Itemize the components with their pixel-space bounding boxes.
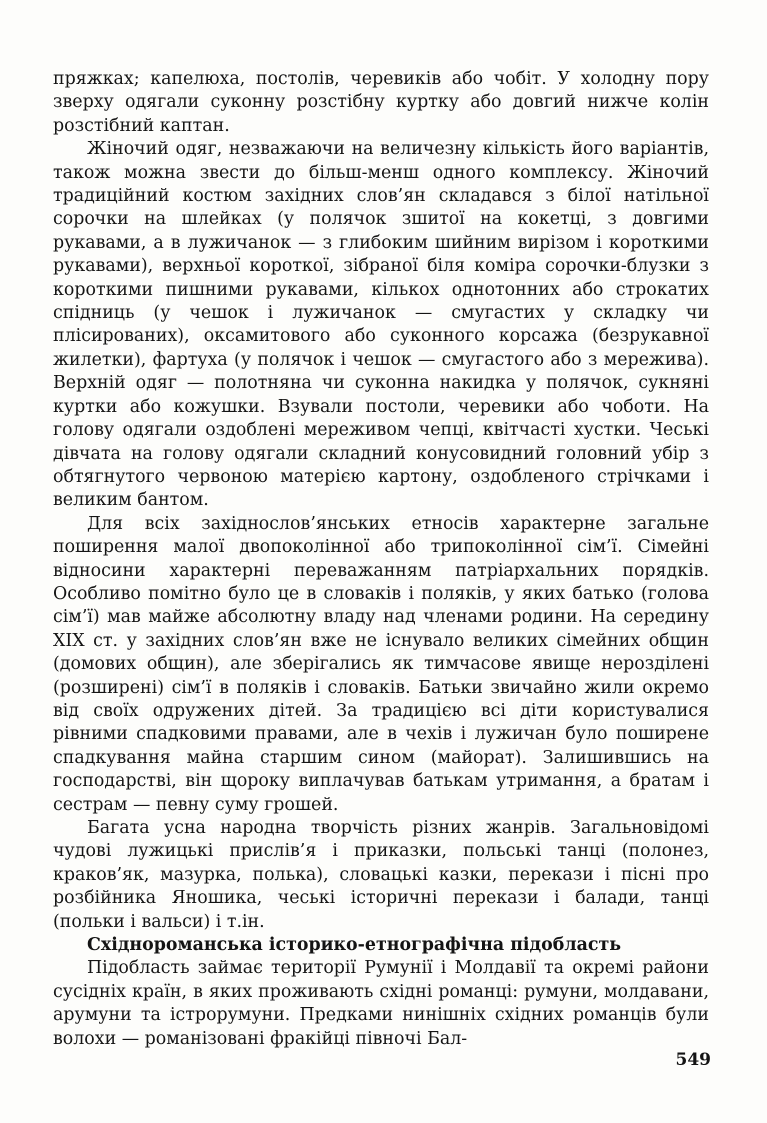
paragraph-east-romance: Підобласть займає території Румунії і Молдавії та окремі райони сусідніх країн, в яких проживають східні романці: румуни, молдавани, арумуни та істрорумуни. Предками нинішніх східних романців були волохи — романізовані фракійці півночі Бал- [53, 958, 709, 1049]
paragraph-family: Для всіх західнослов’янських етносів характерне загальне поширення малої двопоколінної або трипоколінної сім’ї. Сімейні відносини характерні переважанням патріархальних порядків. Особливо помітно було це в словаків і поляків, у яких батько (голова сім’ї) мав майже абсолютну владу над членами родини. На середину XIX ст. у західних слов’ян вже не існувало великих сімейних общин (домових общин), але зберігались як тимчасове явище нерозділені (розширені) сім’ї в поляків і словаків. Батьки звичайно жили окремо від своїх одружених дітей. За традицією всі діти користувалися рівними спадковими правами, але в чехів і лужичан було поширене спадкування майна старшим сином (майорат). Залишившись на господарстві, він щороку виплачував батькам утримання, а братам і сестрам — певну суму грошей. [53, 513, 709, 815]
page-body [53, 68, 709, 1051]
section-heading: Східнороманська історико-етнографічна підобласть [87, 935, 622, 956]
page-number: 549 [675, 1050, 711, 1070]
paragraph-womens-clothing: Жіночий одяг, незважаючи на величезну кількість його варіантів, також можна звести до більш-менш одного комплексу. Жіночий традиційний костюм західних слов’ян складався з білої натільної сорочки на шлейках (у полячок зшитої на кокетці, з довгими рукавами, а в лужичанок — з глибоким шийним вирізом і короткими рукавами), верхньої короткої, зібраної біля коміра сорочки-блузки з короткими пишними рукавами, кількох однотонних або строкатих спідниць (у чешок і лужичанок — смугастих у складку чи плісированих), оксамитового або суконного корсажа (безрукавної жилетки), фартуха (у полячок і чешок — смугастого або з мережива). Верхній одяг — полотняна чи суконна накидка у полячок, сукняні куртки або кожушки. Взували постоли, черевики або чоботи. На голову одягали оздоблені мереживом чепці, квітчасті хустки. Чеські дівчата на голову одягали складний конусовидний головний убір з обтягнутого червоною матерією картону, оздобленого стрічками і великим бантом. [53, 139, 709, 511]
paragraph-continued: пряжках; капелюха, постолів, черевиків або чобіт. У холодну пору зверху одягали суконну розстібну куртку або довгий нижче колін розстібний каптан. [53, 69, 709, 136]
paragraph-folklore: Багата усна народна творчість різних жанрів. Загальновідомі чудові лужицькі прислів’я і приказки, польські танці (полонез, краков’як, мазурка, полька), словацькі казки, перекази і пісні про розбійника Яношика, чеські історичні перекази і балади, танці (польки і вальси) і т.ін. [53, 818, 709, 932]
